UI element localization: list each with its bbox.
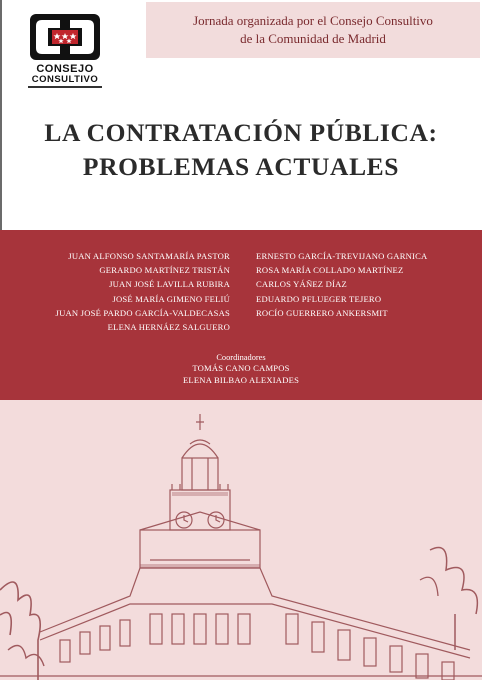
author-name: CARLOS YÁÑEZ DÍAZ: [256, 279, 347, 290]
coordinators-label: Coordinadores: [216, 353, 266, 362]
author-name: ROSA MARÍA COLLADO MARTÍNEZ: [256, 265, 404, 276]
jornada-line-1: Jornada organizada por el Consejo Consultivo: [193, 13, 433, 28]
logo-text-consejo: CONSEJO: [36, 63, 94, 75]
author-name: ERNESTO GARCÍA-TREVIJANO GARNICA: [256, 251, 428, 261]
author-name: JOSÉ MARÍA GIMENO FELIÚ: [112, 293, 230, 304]
left-edge-rule: [0, 0, 2, 230]
consejo-consultivo-logo: [26, 12, 104, 88]
jornada-box: [146, 2, 480, 58]
title-line-2: PROBLEMAS ACTUALES: [82, 152, 400, 181]
logo-subline: [28, 86, 102, 88]
author-name: JUAN JOSÉ PARDO GARCÍA-VALDECASAS: [55, 307, 230, 318]
author-name: GERARDO MARTÍNEZ TRISTÁN: [99, 265, 230, 276]
coordinator-name: ELENA BILBAO ALEXIADES: [182, 374, 300, 385]
building-illustration: [0, 400, 482, 680]
coordinators-block: [0, 352, 482, 386]
author-name: JUAN JOSÉ LAVILLA RUBIRA: [109, 279, 230, 290]
author-name: ELENA HERNÁEZ SALGUERO: [107, 322, 230, 333]
real-casa-de-correos-building-icon: [0, 400, 482, 680]
book-title: [0, 116, 482, 184]
jornada-line-2: de la Comunidad de Madrid: [240, 31, 386, 46]
authors-right-column: [256, 249, 482, 320]
title-line-1: LA CONTRATACIÓN PÚBLICA:: [44, 118, 438, 147]
coordinator-name: TOMÁS CANO CAMPOS: [192, 363, 290, 373]
author-name: JUAN ALFONSO SANTAMARÍA PASTOR: [68, 251, 230, 261]
author-name: ROCÍO GUERRERO ANKERSMIT: [256, 307, 388, 318]
logo-text-consultivo: CONSULTIVO: [31, 74, 99, 85]
consejo-consultivo-emblem-icon: [30, 14, 100, 60]
authors-left-column: [0, 249, 230, 334]
author-name: EDUARDO PFLUEGER TEJERO: [256, 293, 382, 304]
